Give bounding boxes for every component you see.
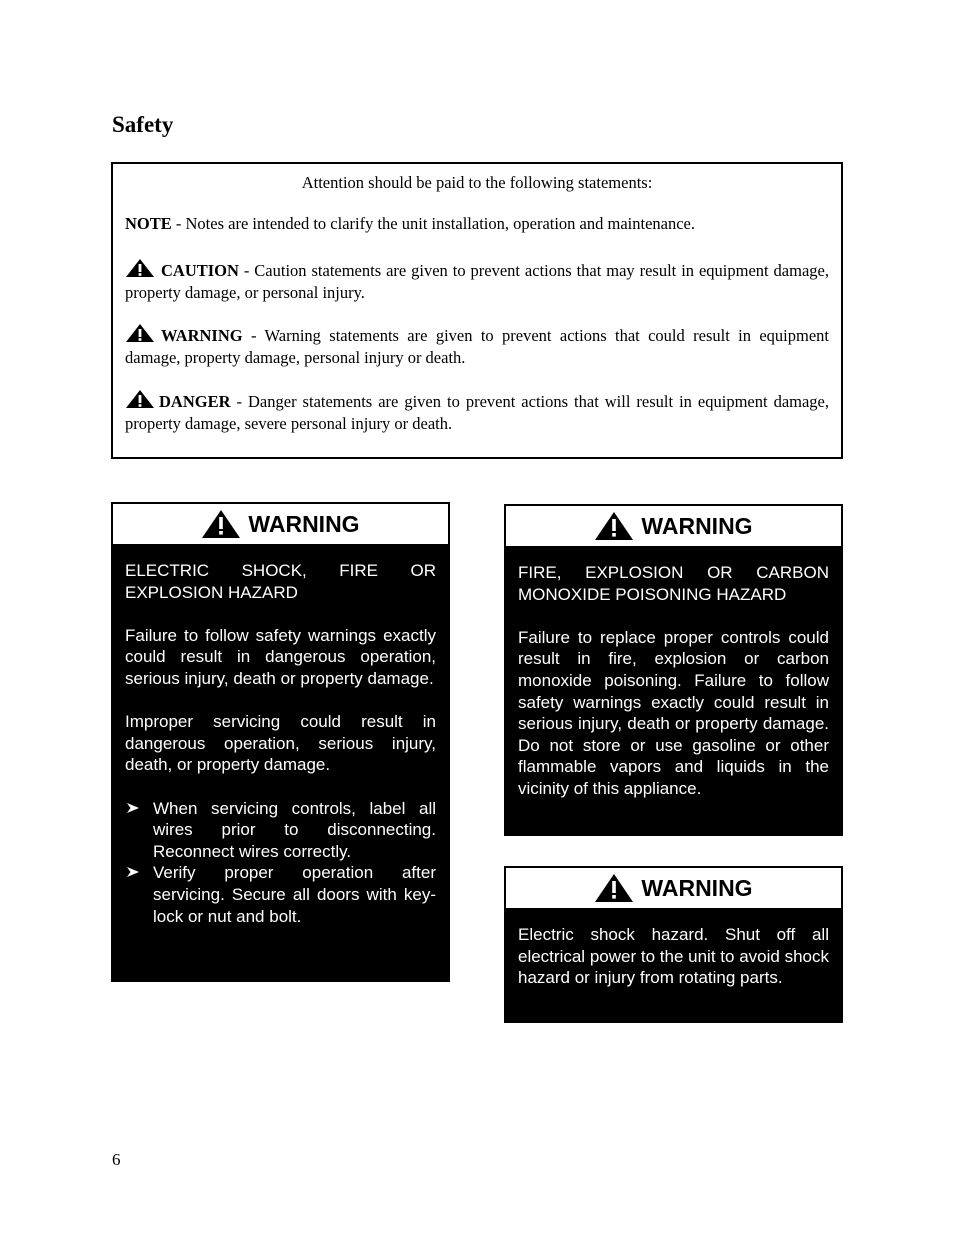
warning-card-title: WARNING (248, 510, 360, 537)
warning-card-electric (111, 502, 450, 982)
attention-box (111, 162, 843, 459)
warning-term: WARNING (161, 326, 243, 345)
warning-paragraph: Electric shock hazard. Shut off all electrical power to the unit to avoid shock hazard or injury from rotating parts. (518, 925, 829, 988)
arrow-bullet-icon (126, 798, 140, 824)
warning-card-body (506, 908, 841, 989)
warning-triangle-icon (125, 258, 155, 278)
hazard-title: FIRE, EXPLOSION OR CARBON MONOXIDE POISONING HAZARD (518, 563, 829, 604)
warning-triangle-icon (125, 389, 155, 409)
list-item: Verify proper operation after servicing. Secure all doors with key-lock or nut and bolt. (125, 862, 436, 927)
warning-card-title: WARNING (641, 874, 753, 901)
warning-triangle-icon (125, 323, 155, 343)
note-term: NOTE (125, 214, 172, 233)
warning-triangle-icon (594, 873, 634, 903)
arrow-bullet-icon (126, 862, 140, 888)
danger-statement (125, 389, 829, 434)
page-title: Safety (112, 112, 174, 137)
warning-statement (125, 323, 829, 368)
caution-term: CAUTION (161, 261, 239, 280)
danger-text: - Danger statements are given to prevent actions that will result in equipment damage, property damage, severe personal injury or death. (125, 392, 829, 433)
warning-paragraph: Failure to follow safety warnings exactly could result in dangerous operation, serious injury, death or property damage. (125, 625, 436, 688)
attention-intro: Attention should be paid to the following statements: (301, 173, 653, 192)
warning-card-title: WARNING (641, 512, 753, 539)
warning-paragraph: Failure to replace proper controls could result in fire, explosion or carbon monoxide poisoning. Failure to follow safety warnings exactly could result in serious injury, death or property damage. Do not store or use gasoline or other flammable vapors and liquids in the vicinity of this appliance. (518, 627, 829, 798)
caution-statement (125, 258, 829, 303)
page-number: 6 (112, 1150, 121, 1169)
note-statement (125, 213, 829, 235)
warning-card-fire (504, 504, 843, 836)
warning-card-header (506, 868, 841, 908)
danger-term: DANGER (159, 392, 231, 411)
warning-card-header (113, 504, 448, 544)
warning-text: - Warning statements are given to prevent actions that could result in equipment damage, property damage, personal injury or death. (125, 326, 829, 367)
warning-card-header (506, 506, 841, 546)
warning-paragraph: Improper servicing could result in dangerous operation, serious injury, death, or property damage. (125, 712, 436, 775)
warning-triangle-icon (594, 511, 634, 541)
note-text: - Notes are intended to clarify the unit installation, operation and maintenance. (171, 214, 696, 233)
warning-triangle-icon (201, 509, 241, 539)
caution-text: - Caution statements are given to prevent actions that may result in equipment damage, property damage, or personal injury. (125, 261, 829, 302)
hazard-title: ELECTRIC SHOCK, FIRE OR EXPLOSION HAZARD (125, 561, 436, 602)
warning-card-body (506, 546, 841, 800)
list-item: When servicing controls, label all wires prior to disconnecting. Reconnect wires correctly. (125, 798, 436, 863)
warning-card-shock (504, 866, 843, 1023)
warning-bullet-list (125, 798, 436, 928)
warning-card-body (113, 544, 448, 927)
